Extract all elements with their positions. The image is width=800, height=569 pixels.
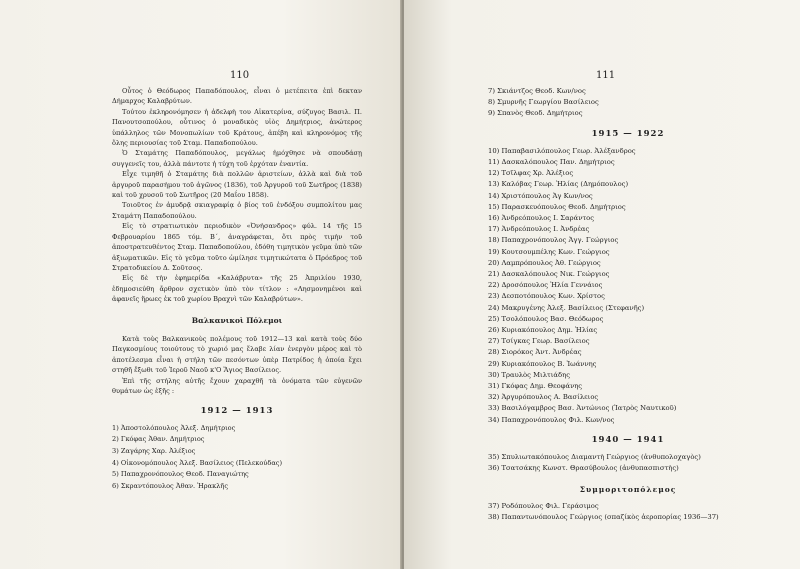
- left-paragraphs: [112, 86, 362, 305]
- section-paragraphs: [112, 334, 362, 396]
- list-item: 8) Σμυρνῆς Γεωργίου Βασίλειος: [488, 98, 599, 107]
- paragraph: Τούτου ἐκληρονόμησεν ἡ ἀδελφὴ του Αἰκατερίνα, σύζυγος Βασιλ. Π. Πανουτσοπούλου, οὗτινος ὁ μοναδικὸς υἱὸς Δημήτριος, ἀνώτερος ὑπάλληλος τῶν Μονοπωλίων τοῦ Κράτους, ἀπέβη καὶ κληρονόμος τῆς ὅλης περιουσίας τοῦ Σταμ. Παπαδοπούλου.: [112, 107, 362, 148]
- list-item: 20) Λαμπρόπουλος Ἀθ. Γεώργιος: [488, 258, 601, 267]
- list-item: 19) Κουτσουμπέλης Κων. Γεώργιος: [488, 247, 610, 256]
- names-list-continued: [488, 86, 768, 120]
- paragraph: Οὗτος ὁ Θεόδωρος Παπαδόπουλος, εἶναι ὁ μετέπειτα ἐπὶ δεκταν Δήμαρχος Καλαβρύτων.: [112, 87, 362, 106]
- list-item: 6) Σκραντόπουλος Ἀθαν. Ἡρακλῆς: [112, 481, 229, 490]
- list-item: 4) Οἰκονομόπουλος Ἀλεξ. Βασίλειος (Πελεκούδας): [112, 458, 283, 467]
- list-item: 35) Σπυλιωτακόπουλος Διαμαντὴ Γεώργιος (ἀνθυπολοχαγὸς): [488, 453, 701, 462]
- paragraph: Τοιοῦτος ἐν ἀμυδρᾷ σκιαγραφίᾳ ὁ βίος τοῦ ἐνδόξου συμπολίτου μας Σταμάτη Παπαδοπούλου.: [112, 201, 362, 220]
- list-item: 30) Τραυλὸς Μιλτιάδης: [488, 370, 570, 379]
- section-heading: Βαλκανικοὶ Πόλεμοι: [191, 315, 283, 325]
- list-item: 27) Τσίγκας Γεωρ. Βασίλειος: [488, 337, 590, 346]
- subheading-symmoritopolemos: Συμμοριτοπόλεμος: [579, 484, 677, 494]
- list-item: 7) Σκιάντζος Θεοδ. Κων/νος: [488, 87, 586, 95]
- names-list-symmoritopolemos: [488, 501, 768, 523]
- right-page-text: [488, 86, 768, 523]
- year-heading-1940: 1940 — 1941: [591, 434, 665, 445]
- list-item: 1) Ἀποστολόπουλος Ἀλεξ. Δημήτριος: [112, 423, 236, 432]
- year-heading-1912: 1912 — 1913: [200, 406, 274, 417]
- paragraph: Εἰς τὸ στρατιωτικὸν περιοδικὸν «Ὀνήσανδρος» φύλ. 14 τῆς 15 Φεβρουαρίου 1865 τόμ. Β΄, ἀναγράφεται, ὅτι πρὸς τιμὴν τοῦ ἀποστρατευθέντος Σταμ. Παπαδοπούλου, ἐδόθη τιμητικὸν γεῦμα ὑπὸ τῶν ἀξιωματικῶν. Εἰς τὸ γεῦμα τοῦτο ὡμίλησε τιμητικώτατα ὁ Πρόεδρος τοῦ Στρατοδικείου Δ. Σοῦτσος.: [112, 222, 362, 272]
- list-item: 23) Δεσποτόπουλος Κων. Χρίστος: [488, 292, 605, 301]
- list-item: 13) Καλόβας Γεωρ. Ἠλίας (Δημόπουλος): [488, 180, 629, 189]
- list-item: 14) Χριστόπουλος Ἀγ Κων/νος: [488, 191, 593, 200]
- list-item: 32) Ἀργυρόπουλος Α. Βασίλειος: [488, 393, 599, 402]
- paragraph: Κατὰ τοὺς Βαλκανικοὺς πολέμους τοῦ 1912—13 καὶ κατὰ τοὺς δύο Παγκοσμίους τοιούτους τὸ χωριό μας ἔλαβε λίαν ἐνεργὸν μέρος καὶ τὸ ἀποτέλεσμα εἶναι ἡ στήλη τῶν πεσόντων ὑπὲρ Πατρίδος ἡ ὁποία ἔχει στηθῆ ἔξωθι τοῦ Ἱεροῦ Ναοῦ κ'Ο Ἅγιος Βασίλειος.: [112, 334, 362, 375]
- list-item: 16) Ἀνδρεόπουλος Ι. Σαράντος: [488, 214, 595, 223]
- list-item: 17) Ἀνδρεόπουλος Ι. Ἀνδρέας: [488, 225, 590, 234]
- paragraph: Εἶχε τιμηθῆ ὁ Σταμάτης διὰ πολλῶν ἀριστείων, ἀλλὰ καὶ διὰ τοῦ ἀργυροῦ παρασήμου τοῦ ἀγῶνος (1836), τοῦ Ἀργυροῦ τοῦ Σωτῆρος (1838) καὶ τοῦ χρυσοῦ τοῦ Σωτῆρος (20 Μαΐου 1858).: [112, 170, 362, 200]
- list-item: 2) Γκόφας Ἀθαν. Δημήτριος: [112, 435, 205, 444]
- list-item: 37) Ροδόπουλος Φιλ. Γεράσιμος: [488, 501, 599, 510]
- list-item: 36) Τσατσάκης Κωνστ. Θρασύβουλος (ἀνθυπασπιστὴς): [488, 464, 679, 473]
- list-item: 31) Γκόφας Δημ. Θεοφάνης: [488, 382, 583, 391]
- list-item: 15) Παρασκευόπουλος Θεοδ. Δημήτριος: [488, 202, 626, 211]
- list-item: 29) Κυριακόπουλος Β. Ἰωάννης: [488, 359, 597, 368]
- list-item: 3) Ζαγάρης Χαρ. Ἀλέξιος: [112, 446, 196, 455]
- paragraph: Ἐπὶ τῆς στήλης αὐτῆς ἔχουν χαραχθῆ τὰ ὀνόματα τῶν εὐγενῶν θυμάτων ὡς ἑξῆς :: [112, 376, 362, 395]
- list-item: 10) Παπαβασιλόπουλος Γεωρ. Ἀλέξανδρος: [488, 146, 636, 155]
- list-item: 33) Βασιλόγαμβρος Βασ. Ἀντώνιος (Ἰατρὸς Ναυτικοῦ): [488, 404, 677, 413]
- paragraph: Ὁ Σταμάτης Παπαδόπουλος, μεγάλως ἠμόχθησε νὰ σπουδάσῃ συγγενεῖς του, ἀλλὰ πάντοτε ἡ τύχη τοῦ ἐρχόταν ἐναντία.: [112, 149, 362, 168]
- list-item: 21) Δασκαλόπουλος Νικ. Γεώργιος: [488, 270, 610, 279]
- names-list-1915: [488, 146, 768, 426]
- list-item: 12) Τσῖλφας Χρ. Ἀλέξιος: [488, 169, 574, 178]
- list-item: 28) Σιορόκος Ἀντ. Ἀνδρέας: [488, 348, 582, 357]
- year-heading-1915: 1915 — 1922: [591, 128, 665, 139]
- list-item: 11) Δασκαλόπουλος Παν. Δημήτριος: [488, 158, 615, 167]
- list-item: 9) Σπανὸς Θεοδ. Δημήτριος: [488, 109, 583, 118]
- list-item: 25) Τσολόπουλος Βασ. Θεόδωρος: [488, 314, 604, 323]
- names-list-1912: [112, 423, 362, 493]
- list-item: 22) Δροσόπουλος Ἠλία Γεννάιος: [488, 281, 603, 290]
- paragraph: Εἰς δὲ τὴν ἐφημερίδα «Καλάβρυτα» τῆς 25 Ἀπριλίου 1930, ἐδημοσιεύθη ἄρθρον σχετικὸν ὑπὸ τὸν τίτλον : «Λησμονημένοι καὶ ἀφανεῖς ἥρωες ἐκ τοῦ χωρίου Βραχνὶ τῶν Καλαβρύτων».: [112, 274, 362, 304]
- list-item: 38) Παπαντωνόπουλος Γεώργιος (σπαζίκὸς ἀεροπορίας 1936—37): [488, 512, 719, 521]
- list-item: 34) Παπαχρονόπουλος Φιλ. Κων/νος: [488, 415, 615, 424]
- page-number-right: 111: [596, 70, 616, 81]
- left-page-text: [112, 86, 362, 492]
- page-number-left: 110: [230, 70, 250, 81]
- list-item: 18) Παπαχρονόπουλος Ἀγγ. Γεώργιος: [488, 236, 619, 245]
- list-item: 26) Κυριακόπουλος Δημ. Ἠλίας: [488, 326, 598, 335]
- list-item: 5) Παπαχρονόπουλος Θεοδ. Παναγιώτης: [112, 470, 249, 479]
- names-list-1940: [488, 452, 768, 474]
- list-item: 24) Μακρυγένης Ἀλεξ. Βασίλειος (Στεφανῆς): [488, 303, 645, 312]
